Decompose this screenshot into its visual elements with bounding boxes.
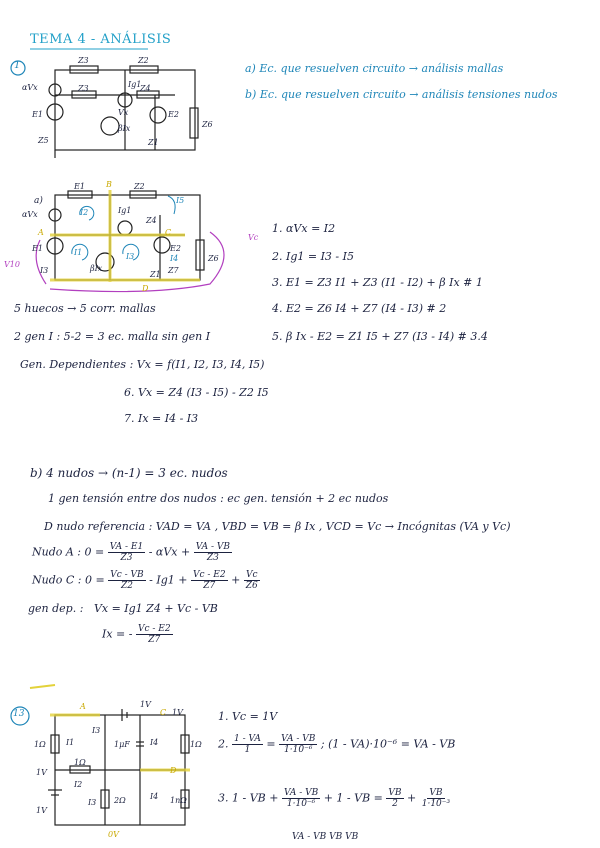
- c13-label: 1V: [140, 700, 151, 709]
- c2-label: E2: [170, 244, 181, 253]
- node-a-equation: [32, 542, 232, 563]
- source-e2: [150, 107, 166, 123]
- c2-label: Z4: [146, 216, 157, 225]
- node-c-lhs: 0 =: [85, 573, 105, 587]
- c13-resistor-1-mid: [70, 766, 90, 773]
- p13-eq2: [218, 734, 455, 755]
- c2-label: A: [38, 228, 44, 237]
- c13-label: 1nΩ: [170, 796, 187, 805]
- c2-label: Z1: [150, 270, 161, 279]
- c2-label: Z2: [134, 182, 145, 191]
- c2-label: a): [34, 196, 43, 206]
- part-b-line1: b) 4 nudos → (n-1) = 3 ec. nudos: [30, 466, 228, 480]
- resistor-z2-top: [130, 66, 158, 73]
- c13-resistor-left: [51, 735, 59, 753]
- vc-arrow: [50, 232, 224, 292]
- c1-label: Z1: [148, 138, 159, 147]
- source-e1: [47, 104, 63, 120]
- p13-eq2-tail: ; (1 - VA)·10⁻⁶ = VA - VB: [320, 737, 456, 751]
- c1-label: βIx: [118, 124, 131, 133]
- node-c-frac-2: $\frac{Vc - E2}{Z7}$: [192, 570, 226, 591]
- c2-label: I3: [126, 252, 135, 261]
- c13-label: 2Ω: [114, 796, 126, 805]
- ix-equation: [102, 624, 173, 645]
- part-b-line2: 1 gen tensión entre dos nudos : ec gen. tensión + 2 ec nudos: [48, 492, 389, 505]
- c13-label: 0V: [108, 830, 119, 839]
- p13-eq2-frac-2: $\frac{VA - VB}{\text{1·10⁻⁶}}$: [281, 734, 316, 755]
- c13-label: 1V: [36, 768, 47, 777]
- c1-label: Ig1: [128, 80, 142, 89]
- c2-label: D: [142, 284, 149, 293]
- c2-source-e2: [154, 237, 170, 253]
- p13-eq3-plus: +: [407, 791, 417, 805]
- c2-label: I3: [40, 266, 49, 275]
- c2-label: I1: [74, 248, 83, 257]
- p13-eq1: 1. Vc = 1V: [218, 710, 278, 723]
- p13-eq2-eq: =: [266, 737, 276, 751]
- equation: 5. β Ix - E2 = Z1 I5 + Z7 (I3 - I4) # 3.4: [272, 330, 488, 343]
- c2-label: Z7: [168, 266, 179, 275]
- c13-label: I3: [88, 798, 97, 807]
- c1-label: E2: [168, 110, 179, 119]
- source-ig1: [118, 93, 132, 107]
- p13-eq2-frac-1: $\frac{1 - VA}{1}$: [234, 734, 261, 755]
- c1-label: E1: [32, 110, 43, 119]
- p13-eq3: [218, 788, 452, 809]
- node-c-equation: [32, 570, 260, 591]
- node-c-mid: - Ig1 +: [149, 573, 188, 587]
- question-a: a) Ec. que resuelven circuito → análisis mallas: [245, 62, 504, 75]
- question-b: b) Ec. que resuelven circuito → análisis tensiones nudos: [245, 88, 558, 101]
- c13-label: I3: [92, 726, 101, 735]
- note-gen: 2 gen I : 5-2 = 3 ec. malla sin gen I: [14, 330, 211, 343]
- c1-label: Vx: [118, 108, 129, 117]
- node-a-frac-2: $\frac{VA - VB}{Z3}$: [195, 542, 230, 563]
- c2-label: βIx: [90, 264, 103, 273]
- c1-label: Z3: [78, 84, 89, 93]
- equation: 7. Ix = I4 - I3: [124, 412, 199, 425]
- problem-1-number: 1: [14, 60, 21, 71]
- resistor-z6: [190, 108, 198, 138]
- c13-label: I2: [74, 780, 83, 789]
- c2-source-ig1: [118, 221, 132, 235]
- c13-label: D: [170, 766, 177, 775]
- node-a-frac-1: $\frac{VA - E1}{Z3}$: [109, 542, 144, 563]
- p13-eq4-partial: VA - VB VB VB: [292, 832, 359, 842]
- gen-dep-label: gen dep. :: [28, 602, 84, 615]
- c13-label: 1Ω: [74, 758, 86, 767]
- source-alpha-vx: [49, 84, 61, 96]
- c13-label: I1: [66, 738, 75, 747]
- node-a-lhs: 0 =: [84, 545, 105, 559]
- c2-label: V10: [4, 260, 20, 269]
- p13-eq3-frac-3: $\frac{VB}{\text{1·10⁻³}}$: [421, 788, 451, 809]
- c1-label: αVx: [22, 83, 38, 92]
- node-c-label: Nudo C :: [32, 573, 82, 587]
- problem-13-number: 13: [13, 709, 25, 719]
- resistor-z3-top: [70, 66, 98, 73]
- c2-resistor-z6: [196, 240, 204, 270]
- equation: 3. E1 = Z3 I1 + Z3 (I1 - I2) + β Ix # 1: [272, 276, 483, 289]
- c2-label: E1: [74, 182, 85, 191]
- c2-label: I4: [170, 254, 179, 263]
- page-title: TEMA 4 - ANÁLISIS: [30, 32, 172, 47]
- p13-eq3-frac-2: $\frac{VB}{2}$: [388, 788, 402, 809]
- c1-label: Z4: [140, 84, 151, 93]
- ix-frac: $\frac{Vc - E2}{Z7}$: [137, 624, 171, 645]
- circuit-13-outer: [55, 715, 185, 825]
- c2-label: αVx: [22, 210, 38, 219]
- node-c-frac-1: $\frac{Vc - VB}{Z2}$: [110, 570, 144, 591]
- node-a-mid: - αVx +: [148, 545, 191, 559]
- c13-label: 1Ω: [34, 740, 46, 749]
- c13-resistor-right: [181, 735, 189, 753]
- c2-resistor-z2: [130, 191, 156, 198]
- c2-label: B: [106, 180, 112, 189]
- part-b-line3: D nudo referencia : VAD = VA , VBD = VB = β Ix , VCD = Vc → Incógnitas (VA y Vc): [44, 520, 511, 533]
- p13-eq3-prefix: 3. 1 - VB +: [218, 791, 279, 805]
- circuit-2-purple: [36, 232, 224, 292]
- node-c-plus: +: [231, 573, 241, 587]
- equation: 1. αVx = I2: [272, 222, 336, 235]
- p13-eq2-prefix: 2.: [218, 737, 229, 751]
- equation: 6. Vx = Z4 (I3 - I5) - Z2 I5: [124, 386, 269, 399]
- node-a-label: Nudo A :: [32, 545, 82, 559]
- c2-source-alpha-vx: [49, 209, 61, 221]
- c1-label: Z3: [78, 56, 89, 65]
- c2-label: Vc: [248, 233, 259, 242]
- c1-label: Z2: [138, 56, 149, 65]
- node-c-frac-3: $\frac{Vc}{Z6}$: [245, 570, 258, 591]
- note-huecos: 5 huecos → 5 corr. mallas: [14, 302, 156, 315]
- gen-dep-equation: [28, 602, 218, 615]
- source-beta-ix: [101, 117, 119, 135]
- c13-resistor-2ohm: [101, 790, 109, 808]
- c2-source-e1: [47, 238, 63, 254]
- c2-label: E1: [32, 244, 43, 253]
- c13-label: 1μF: [114, 740, 130, 749]
- p13-eq3-mid: + 1 - VB =: [323, 791, 383, 805]
- note-gen-dep: Gen. Dependientes : Vx = f(I1, I2, I3, I4, I5): [20, 358, 265, 371]
- c2-label: I5: [176, 196, 185, 205]
- c13-label: 1V: [36, 806, 47, 815]
- c2-label: C: [165, 228, 172, 237]
- c2-resistor-e1: [68, 191, 92, 198]
- equation: 2. Ig1 = I3 - I5: [272, 250, 354, 263]
- p13-eq3-frac-1: $\frac{VA - VB}{\text{1·10⁻⁶}}$: [283, 788, 319, 809]
- c1-label: Z5: [38, 136, 49, 145]
- c13-label: 1V: [172, 708, 183, 717]
- strike-mark: [30, 685, 55, 688]
- c2-label: Z6: [208, 254, 219, 263]
- gen-dep-eq: Vx = Ig1 Z4 + Vc - VB: [93, 602, 218, 615]
- c1-label: Z6: [202, 120, 213, 129]
- c2-label: I2: [80, 208, 89, 217]
- c13-label: I4: [150, 738, 159, 747]
- c13-label: A: [80, 702, 86, 711]
- c13-label: 1Ω: [190, 740, 202, 749]
- c2-label: Ig1: [118, 206, 132, 215]
- mesh-i5: [168, 196, 175, 214]
- equation: 4. E2 = Z6 I4 + Z7 (I4 - I3) # 2: [272, 302, 447, 315]
- c13-label: C: [160, 708, 167, 717]
- c13-label: I4: [150, 792, 159, 801]
- ix-lhs: Ix = -: [102, 627, 133, 641]
